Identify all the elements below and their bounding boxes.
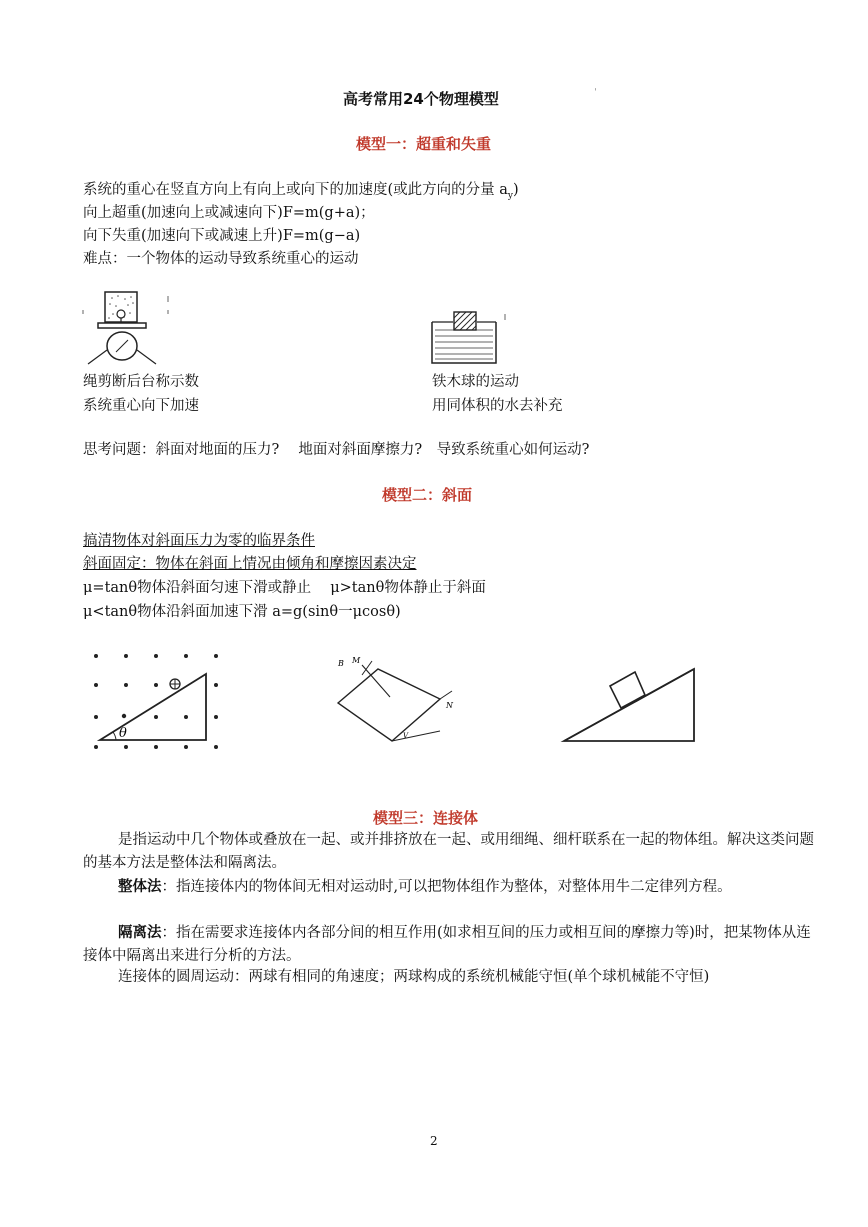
model1-question: 思考问题：斜面对地面的压力? 地面对斜面摩擦力? 导致系统重心如何运动? — [83, 442, 590, 458]
model3-intro: 是指运动中几个物体或叠放在一起、或并排挤放在一起、或用细绳、细杆联系在一起的物体组。解决这类问题的基本方法是整体法和隔离法。 — [83, 832, 814, 871]
model3-heading: 模型三：连接体 — [373, 809, 479, 827]
inclined-rails-figure — [330, 653, 470, 748]
model3-isolate-method: 隔离法：指在需要求连接体内各部分间的相互作用(如求相互间的压力或相互间的摩擦力等)时，把某物体从连接体中隔离出来进行分析的方法。 — [83, 924, 811, 964]
block-incline-figure — [560, 665, 700, 745]
model2-line-3: μ=tanθ物体沿斜面匀速下滑或静止 μ>tanθ物体静止于斜面 — [83, 580, 486, 596]
fig-left-caption-2: 系统重心向下加速 — [83, 398, 199, 414]
model2-line-1: 搞清物体对斜面压力为零的临界条件 — [83, 533, 315, 549]
svg-text:B: B — [338, 659, 344, 668]
stray-mark: ˈ — [594, 88, 597, 99]
scale-jar-figure — [80, 288, 190, 368]
model2-heading: 模型二：斜面 — [382, 486, 473, 504]
fig-left-caption-1: 绳剪断后台称示数 — [83, 374, 199, 390]
model3-circular-motion: 连接体的圆周运动：两球有相同的角速度；两球构成的系统机械能守恒(单个球机械能不守恒) — [118, 969, 710, 985]
model2-line-4: μ<tanθ物体沿斜面加速下滑 a=g(sinθ一μcosθ) — [83, 604, 401, 620]
svg-text:M: M — [352, 656, 361, 665]
page-number: 2 — [430, 1134, 438, 1148]
incline-field-figure — [88, 650, 228, 755]
fig-right-caption-2: 用同体积的水去补充 — [432, 398, 563, 414]
model1-line-3: 向下失重(加速向下或减速上升)F=m(g−a) — [83, 228, 361, 244]
svg-text:N: N — [446, 701, 453, 710]
model1-line-1: 系统的重心在竖直方向上有向上或向下的加速度(或此方向的分量 $a_y$) — [83, 182, 519, 201]
model3-whole-method: 整体法：指连接体内的物体间无相对运动时,可以把物体组作为整体，对整体用牛二定律列方程。 — [118, 878, 732, 895]
model1-line-2: 向上超重(加速向上或减速向下)F=m(g+a)； — [83, 205, 375, 221]
svg-text:V: V — [403, 732, 409, 740]
model2-line-2: 斜面固定：物体在斜面上情况由倾角和摩擦因素决定 — [83, 556, 417, 572]
model1-line-4: 难点：一个物体的运动导致系统重心的运动 — [83, 251, 359, 267]
model1-heading: 模型一：超重和失重 — [356, 135, 492, 153]
fig-right-caption-1: 铁木球的运动 — [432, 374, 519, 390]
page-title: 高考常用24个物理模型 — [343, 90, 499, 108]
theta-label: θ — [119, 726, 127, 741]
water-tank-figure — [425, 308, 515, 368]
